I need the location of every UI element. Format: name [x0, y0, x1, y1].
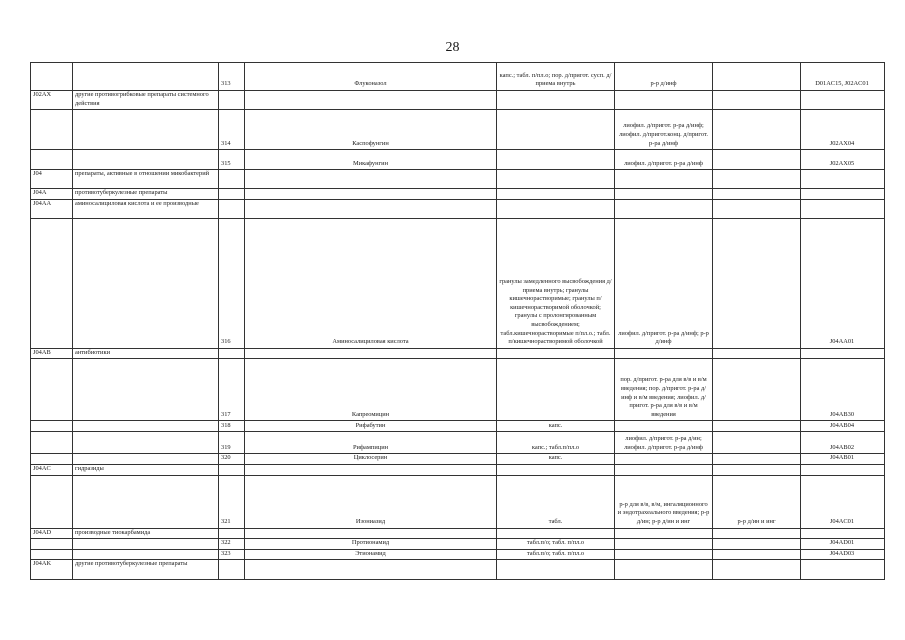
dosage-form-parenteral	[615, 189, 713, 200]
dosage-form-other	[713, 150, 801, 170]
table-row	[31, 432, 885, 454]
drug-name	[245, 528, 497, 539]
drug-name	[245, 464, 497, 475]
row-number: 315	[219, 150, 245, 170]
atc-group-code	[31, 359, 73, 421]
atc-code	[801, 91, 885, 110]
drug-name: Циклосерин	[245, 454, 497, 465]
drug-name: Флуконазол	[245, 63, 497, 91]
atc-group-code	[31, 110, 73, 150]
dosage-form-parenteral: лиофил. д/пригот. р-ра д/инф; р-р д/инф	[615, 218, 713, 348]
table-row	[31, 454, 885, 465]
atc-group-code: J04AK	[31, 560, 73, 580]
dosage-form-other	[713, 189, 801, 200]
dosage-form-oral: гранулы замедленного высвобождения д/приема внутрь; гранулы кишечнорастворимые; гранулы п/кишечнорастворимой оболочкой; гранулы с пролонгированным высвобождением; табл.кишечнорастворимые п/пл.о.; табл. п/кишечнорастворимой оболочкой	[497, 218, 615, 348]
drug-name	[245, 560, 497, 580]
dosage-form-parenteral	[615, 464, 713, 475]
row-number: 317	[219, 359, 245, 421]
dosage-form-parenteral: лиофил. д/пригот. р-ра д/инф	[615, 150, 713, 170]
table-row	[31, 359, 885, 421]
atc-code: J04AB30	[801, 359, 885, 421]
dosage-form-other	[713, 464, 801, 475]
dosage-form-oral	[497, 150, 615, 170]
atc-group-code: J04AC	[31, 464, 73, 475]
dosage-form-other	[713, 218, 801, 348]
group-description: аминосалициловая кислота и ее производные	[73, 199, 219, 218]
row-number: 321	[219, 475, 245, 528]
dosage-form-oral	[497, 359, 615, 421]
dosage-form-parenteral: лиофил. д/пригот. р-ра д/инф; лиофил. д/пригот.конц. д/пригот. р-ра д/инф	[615, 110, 713, 150]
atc-group-code	[31, 475, 73, 528]
drug-name	[245, 348, 497, 359]
dosage-form-oral	[497, 91, 615, 110]
dosage-form-oral: капс.; табл. п/пл.о; пор. д/пригот. сусп. д/приема внутрь	[497, 63, 615, 91]
atc-group-code: J04AA	[31, 199, 73, 218]
group-description	[73, 110, 219, 150]
table-row	[31, 549, 885, 560]
dosage-form-other	[713, 359, 801, 421]
row-number	[219, 560, 245, 580]
dosage-form-parenteral	[615, 91, 713, 110]
dosage-form-oral	[497, 110, 615, 150]
atc-code	[801, 199, 885, 218]
dosage-form-oral: капс.	[497, 421, 615, 432]
table-row	[31, 348, 885, 359]
table-row	[31, 110, 885, 150]
table-row	[31, 63, 885, 91]
table-row	[31, 560, 885, 580]
dosage-form-parenteral	[615, 421, 713, 432]
table-row	[31, 189, 885, 200]
dosage-form-oral	[497, 199, 615, 218]
atc-code: D01AC15, J02AC01	[801, 63, 885, 91]
dosage-form-other	[713, 91, 801, 110]
atc-group-code	[31, 150, 73, 170]
dosage-form-parenteral	[615, 539, 713, 550]
group-description	[73, 63, 219, 91]
table-row	[31, 421, 885, 432]
dosage-form-oral	[497, 189, 615, 200]
dosage-form-parenteral: р-р для в/в, в/м, ингаляционного и эндотрахеального введения; р-р д/ин; р-р д/ин и инг	[615, 475, 713, 528]
row-number	[219, 189, 245, 200]
group-description: другие противогрибковые препараты системного действия	[73, 91, 219, 110]
dosage-form-parenteral: р-р д/инф	[615, 63, 713, 91]
drug-name: Каспофунгин	[245, 110, 497, 150]
atc-code: J02AX04	[801, 110, 885, 150]
group-description: производные тиокарбамида	[73, 528, 219, 539]
dosage-form-other	[713, 110, 801, 150]
dosage-form-parenteral	[615, 348, 713, 359]
table-row	[31, 150, 885, 170]
atc-group-code	[31, 454, 73, 465]
table-row	[31, 528, 885, 539]
atc-group-code	[31, 63, 73, 91]
row-number: 314	[219, 110, 245, 150]
drug-name: Рифампицин	[245, 432, 497, 454]
row-number: 320	[219, 454, 245, 465]
dosage-form-oral	[497, 464, 615, 475]
table-row	[31, 218, 885, 348]
drug-name: Капреомицин	[245, 359, 497, 421]
atc-group-code	[31, 218, 73, 348]
dosage-form-oral	[497, 560, 615, 580]
atc-code	[801, 464, 885, 475]
atc-group-code: J04A	[31, 189, 73, 200]
group-description	[73, 359, 219, 421]
drug-name: Аминосалициловая кислота	[245, 218, 497, 348]
group-description: противотуберкулезные препараты	[73, 189, 219, 200]
dosage-form-parenteral: лиофил. д/пригот. р-ра д/ин; лиофил. д/пригот. р-ра д/инф	[615, 432, 713, 454]
atc-group-code	[31, 421, 73, 432]
group-description: другие противотуберкулезные препараты	[73, 560, 219, 580]
dosage-form-parenteral	[615, 170, 713, 189]
atc-code: J04AD01	[801, 539, 885, 550]
atc-group-code: J04AD	[31, 528, 73, 539]
dosage-form-other	[713, 560, 801, 580]
dosage-form-other	[713, 539, 801, 550]
table-row	[31, 475, 885, 528]
row-number	[219, 528, 245, 539]
row-number	[219, 170, 245, 189]
dosage-form-parenteral	[615, 549, 713, 560]
row-number: 322	[219, 539, 245, 550]
table-row	[31, 539, 885, 550]
dosage-form-other	[713, 170, 801, 189]
row-number	[219, 348, 245, 359]
dosage-form-oral: табл.п/о; табл. п/пл.о	[497, 549, 615, 560]
group-description	[73, 432, 219, 454]
dosage-form-oral: табл.п/о; табл. п/пл.о	[497, 539, 615, 550]
dosage-form-parenteral: пор. д/пригот. р-ра для в/в и в/м введения; пор. д/пригот. р-ра д/инф и в/м введения; лиофил. д/пригот. р-ра для в/в и в/м введения	[615, 359, 713, 421]
row-number: 316	[219, 218, 245, 348]
row-number	[219, 199, 245, 218]
dosage-form-other	[713, 528, 801, 539]
table-row	[31, 464, 885, 475]
atc-code: J04AB04	[801, 421, 885, 432]
atc-code: J04AC01	[801, 475, 885, 528]
drug-list-table	[30, 62, 885, 580]
atc-code	[801, 189, 885, 200]
drug-name	[245, 189, 497, 200]
atc-group-code: J02AX	[31, 91, 73, 110]
row-number: 313	[219, 63, 245, 91]
atc-code	[801, 560, 885, 580]
group-description	[73, 218, 219, 348]
atc-group-code	[31, 549, 73, 560]
row-number: 318	[219, 421, 245, 432]
atc-group-code: J04AB	[31, 348, 73, 359]
atc-code: J04AD03	[801, 549, 885, 560]
dosage-form-parenteral	[615, 454, 713, 465]
atc-group-code	[31, 539, 73, 550]
atc-code	[801, 528, 885, 539]
dosage-form-other	[713, 549, 801, 560]
drug-name: Протионамид	[245, 539, 497, 550]
atc-code: J04AB01	[801, 454, 885, 465]
dosage-form-other	[713, 454, 801, 465]
page-number: 28	[445, 40, 460, 55]
dosage-form-other	[713, 63, 801, 91]
dosage-form-parenteral	[615, 560, 713, 580]
dosage-form-oral	[497, 348, 615, 359]
group-description	[73, 421, 219, 432]
row-number: 323	[219, 549, 245, 560]
table-body	[31, 63, 885, 580]
drug-name: Микафунгин	[245, 150, 497, 170]
row-number	[219, 464, 245, 475]
dosage-form-other	[713, 348, 801, 359]
atc-code	[801, 348, 885, 359]
drug-name: Этионамид	[245, 549, 497, 560]
atc-code	[801, 170, 885, 189]
dosage-form-oral: капс.	[497, 454, 615, 465]
row-number: 319	[219, 432, 245, 454]
dosage-form-parenteral	[615, 199, 713, 218]
dosage-form-oral	[497, 170, 615, 189]
table-row	[31, 170, 885, 189]
dosage-form-other	[713, 432, 801, 454]
dosage-form-parenteral	[615, 528, 713, 539]
group-description: гидразиды	[73, 464, 219, 475]
table-row	[31, 199, 885, 218]
group-description	[73, 150, 219, 170]
group-description	[73, 539, 219, 550]
drug-name	[245, 199, 497, 218]
drug-name	[245, 91, 497, 110]
atc-group-code	[31, 432, 73, 454]
group-description	[73, 549, 219, 560]
atc-group-code: J04	[31, 170, 73, 189]
drug-name: Рифабутин	[245, 421, 497, 432]
atc-code: J02AX05	[801, 150, 885, 170]
group-description: препараты, активные в отношении микобактерий	[73, 170, 219, 189]
dosage-form-other	[713, 421, 801, 432]
row-number	[219, 91, 245, 110]
dosage-form-oral: капс.; табл.п/пл.о	[497, 432, 615, 454]
dosage-form-oral	[497, 528, 615, 539]
drug-name: Изониазид	[245, 475, 497, 528]
group-description	[73, 454, 219, 465]
dosage-form-oral: табл.	[497, 475, 615, 528]
dosage-form-other: р-р д/ин и инг	[713, 475, 801, 528]
drug-name	[245, 170, 497, 189]
atc-code: J04AB02	[801, 432, 885, 454]
dosage-form-other	[713, 199, 801, 218]
atc-code: J04AA01	[801, 218, 885, 348]
group-description: антибиотики	[73, 348, 219, 359]
group-description	[73, 475, 219, 528]
table-row	[31, 91, 885, 110]
